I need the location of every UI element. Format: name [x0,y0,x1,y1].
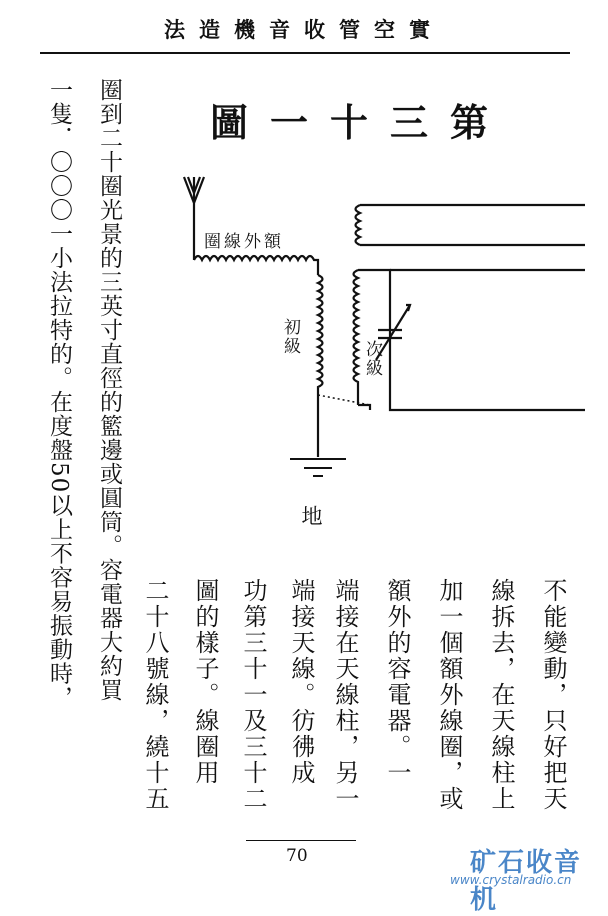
text-column: 額外的容電器。一 [383,578,411,786]
figure-title: 第三十一圖 [210,100,511,145]
primary-coil-icon [318,275,323,395]
watermark-url: www.crystalradio.cn [450,873,572,887]
extra-coil-label: 額外線圈 [204,232,284,252]
text-column: 加一個額外線圈，或 [435,578,463,812]
text-column: 二十八號線，繞十五 [141,578,169,812]
text-column: 圖的樣子。線圈用 [191,578,219,786]
ground-label: 地 [299,505,323,528]
text-column: 不能變動，只好把天 [539,578,567,812]
page-rule [246,840,356,841]
tickler-coil-icon [356,205,361,245]
extra-coil-icon [194,256,318,275]
text-column: 端接天線。彷彿成 [287,578,315,786]
text-column: 一隻．〇〇〇一小法拉特的。在度盤50以上不容易振動時， [46,78,72,710]
ground-icon [290,459,346,476]
text-column: 線拆去，在天線柱上 [487,578,515,812]
secondary-label: 次級 [362,340,382,378]
header-rule [40,52,570,54]
watermark: 矿石收音机 [470,848,583,915]
secondary-coil-icon [354,270,359,405]
primary-label: 初級 [280,318,300,356]
text-column: 圈到二十圈光景的三英寸直徑的籃邊或圓筒。容電器大約買 [96,78,122,702]
text-column: 端接在天線柱，另一 [331,578,359,812]
running-header: 實空管收音機造法 [164,17,444,42]
antenna-icon [184,177,204,260]
page-number: 70 [286,846,308,866]
text-column: 功第三十一及三十二 [239,578,267,812]
